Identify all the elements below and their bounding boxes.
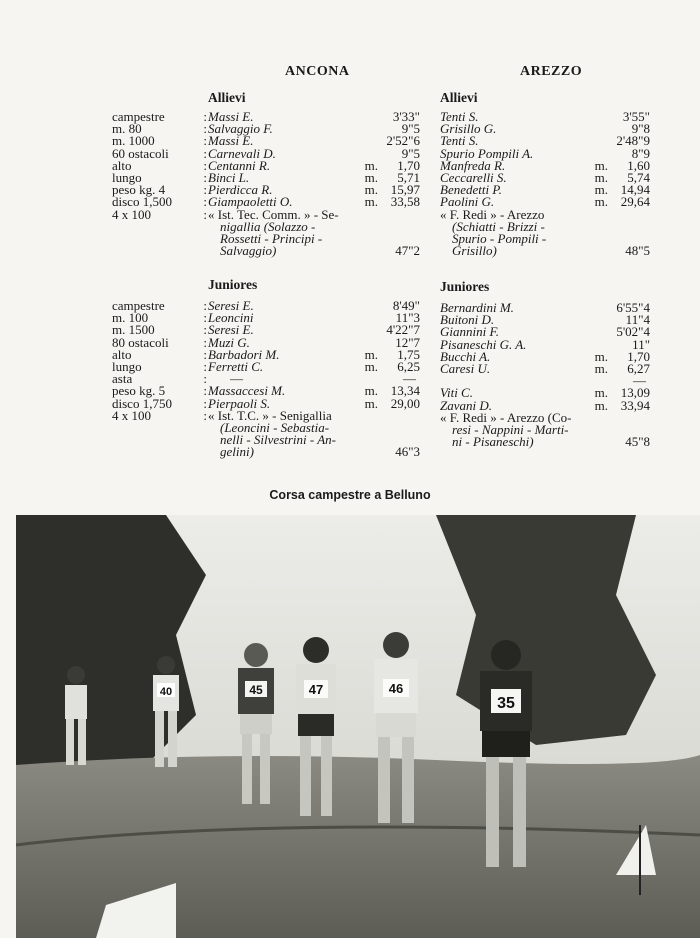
relay-team-text: « F. Redi » - Arezzo (Co- [440, 409, 572, 425]
event-name: disco 1,750 [112, 395, 172, 411]
event-colon: : [203, 383, 207, 399]
result-value: 11" [632, 336, 650, 352]
event-name: m. 1500 [112, 322, 155, 338]
result-value: 6'55"4 [616, 300, 650, 315]
athlete-name: Viti C. [440, 385, 473, 401]
event-colon: : [203, 298, 207, 313]
athlete-name: Paolini G. [440, 194, 495, 210]
bib-5: 35 [497, 695, 515, 712]
measure-prefix: m. [364, 383, 378, 399]
event-colon: : [203, 334, 207, 350]
result-value: 5'02"4 [616, 324, 650, 340]
event-name: campestre [112, 109, 165, 124]
event-colon: : [203, 358, 207, 374]
event-label [112, 407, 208, 423]
event-colon: : [203, 133, 207, 149]
athlete-name: Leoncini [208, 310, 254, 326]
athlete-name: Giannini F. [440, 324, 499, 340]
athlete-name: Pierpaoli S. [208, 395, 271, 411]
bib-2: 45 [249, 683, 263, 697]
result-value: 15,97 [390, 182, 420, 198]
arezzo-allievi-results [440, 111, 650, 257]
relay-result: 47"2 [395, 243, 420, 259]
athlete-name: Bernardini M. [440, 300, 514, 315]
athlete-name: Pisaneschi G. A. [440, 336, 527, 352]
athlete-name: Manfreda R. [440, 157, 506, 173]
event-name: lungo [112, 169, 142, 185]
athlete-name: Ceccarelli S. [440, 169, 507, 185]
event-name: peso kg. 4 [112, 182, 166, 198]
bib-3: 47 [308, 682, 324, 697]
result-value: 8"9 [631, 145, 650, 161]
measure-prefix: m. [594, 348, 608, 364]
measure-prefix: m. [364, 346, 378, 362]
result-value: — [403, 371, 416, 387]
measure-prefix: m. [364, 157, 378, 173]
athlete-name: Pierdicca R. [208, 182, 273, 198]
measure-prefix: m. [364, 169, 378, 185]
event-name: m. 1000 [112, 133, 155, 149]
measure-prefix: m. [594, 182, 608, 198]
measure-prefix: m. [364, 395, 378, 411]
event-label [112, 206, 208, 222]
race-photo [16, 515, 700, 938]
result-value: 1,70 [397, 157, 420, 173]
ancona-heading: ANCONA [285, 64, 350, 79]
measure-prefix: m. [594, 360, 608, 376]
event-name: m. 100 [112, 310, 149, 326]
athlete-name: Grisillo G. [440, 121, 497, 137]
event-colon: : [203, 310, 207, 326]
event-name: alto [112, 157, 132, 173]
result-value: 6,25 [397, 358, 420, 374]
athlete-name: Ferretti C. [208, 358, 264, 374]
bib-4: 46 [388, 681, 404, 696]
measure-prefix: m. [594, 157, 608, 173]
photo-caption: Corsa campestre a Belluno [269, 488, 431, 502]
athlete-name: Tenti S. [440, 109, 479, 124]
measure-prefix: m. [364, 194, 378, 210]
relay-team-text: Salvaggio) [220, 243, 277, 259]
result-value: 12"7 [395, 334, 420, 350]
relay-team-text: resi - Nappini - Marti- [452, 421, 569, 437]
event-colon: : [203, 194, 207, 210]
ancona-allievi-results [208, 111, 420, 257]
result-value: 9"8 [631, 121, 650, 137]
result-value: 29,00 [390, 395, 420, 411]
relay-team-text: nelli - Silvestrini - An- [220, 432, 337, 448]
measure-prefix: m. [594, 385, 608, 401]
athlete-name: Benedetti P. [440, 182, 502, 198]
event-name: 60 ostacoli [112, 145, 169, 161]
result-value: 5,71 [397, 169, 420, 185]
measure-prefix: m. [364, 182, 378, 198]
allievi-event-labels [112, 111, 208, 221]
result-value: 14,94 [620, 182, 650, 198]
result-value: 13,09 [620, 385, 650, 401]
relay-team-text: « Ist. Tec. Comm. » - Se- [208, 206, 339, 222]
event-colon: : [203, 109, 207, 124]
relay-line [208, 446, 420, 458]
result-value: 1,75 [397, 346, 420, 362]
ancona-allievi-heading: Allievi [208, 90, 246, 105]
measure-prefix: m. [594, 194, 608, 210]
result-value: 9"5 [401, 145, 420, 161]
result-value: — [633, 373, 646, 389]
result-value: 1,70 [627, 348, 650, 364]
result-value: 11"4 [625, 312, 650, 328]
arezzo-allievi-heading: Allievi [440, 90, 478, 105]
athlete-name: Centanni R. [208, 157, 271, 173]
result-row [440, 360, 650, 376]
result-value: 8'49" [392, 298, 420, 313]
event-colon: : [203, 371, 207, 387]
measure-prefix: m. [594, 397, 608, 413]
event-name: asta [112, 371, 133, 387]
relay-team-text: Grisillo) [452, 243, 497, 259]
athlete-name: Spurio Pompili A. [440, 145, 534, 161]
event-name: alto [112, 346, 132, 362]
result-value: 29,64 [620, 194, 650, 210]
result-value: 13,34 [390, 383, 420, 399]
relay-result: 46"3 [395, 444, 420, 460]
relay-team-text: « Ist. T.C. » - Senigallia [208, 407, 332, 423]
result-value: 33,58 [390, 194, 420, 210]
athlete-name: Massi E. [208, 133, 254, 149]
result-value: 11"3 [395, 310, 420, 326]
event-colon: : [203, 121, 207, 137]
relay-team-text: Rossetti - Principi - [220, 230, 323, 246]
result-value: 5,74 [627, 169, 650, 185]
event-colon: : [203, 206, 207, 222]
result-value: 9"5 [401, 121, 420, 137]
athlete-name: Seresi E. [208, 322, 254, 338]
athlete-name: Bucchi A. [440, 348, 491, 364]
race-photo-illustration [16, 515, 700, 938]
result-value: 2'48"9 [616, 133, 650, 149]
relay-team-text: gelini) [220, 444, 254, 460]
athlete-name: Caresi U. [440, 360, 491, 376]
event-colon: : [203, 145, 207, 161]
relay-line [208, 245, 420, 257]
result-value: 3'55" [622, 109, 650, 124]
relay-team-text: (Leoncini - Sebastia- [220, 419, 330, 435]
athlete-name: Binci L. [208, 169, 250, 185]
relay-line [440, 436, 650, 448]
juniores-event-labels [112, 300, 208, 422]
event-colon: : [203, 322, 207, 338]
athlete-name: Muzi G. [208, 334, 250, 350]
athlete-name: Salvaggio F. [208, 121, 273, 137]
event-colon: : [203, 182, 207, 198]
event-name: campestre [112, 298, 165, 313]
athlete-name: Buitoni D. [440, 312, 495, 328]
event-name: 80 ostacoli [112, 334, 169, 350]
result-value: 1,60 [627, 157, 650, 173]
athlete-name: Massi E. [208, 109, 254, 124]
athlete-name: Massaccesi M. [208, 383, 286, 399]
event-name: m. 80 [112, 121, 142, 137]
relay-team-text: ni - Pisaneschi) [452, 434, 534, 450]
relay-line [440, 245, 650, 257]
event-name: peso kg. 5 [112, 383, 166, 399]
ancona-juniores-results [208, 300, 420, 458]
relay-team-text: « F. Redi » - Arezzo [440, 206, 545, 222]
event-colon: : [203, 169, 207, 185]
athlete-name: Seresi E. [208, 298, 254, 313]
event-colon: : [203, 395, 207, 411]
bib-1: 40 [159, 686, 173, 698]
relay-team-text: nigallia (Solazzo - [220, 218, 316, 234]
athlete-name: Carnevali D. [208, 145, 276, 161]
arezzo-juniores-heading: Juniores [440, 279, 490, 294]
event-colon: : [203, 346, 207, 362]
event-colon: : [203, 157, 207, 173]
athlete-name: — [230, 371, 243, 387]
relay-team-text: Spurio - Pompili - [452, 230, 547, 246]
event-name: 4 x 100 [112, 407, 151, 423]
athlete-name: Barbadori M. [208, 346, 280, 362]
measure-prefix: m. [594, 169, 608, 185]
event-name: disco 1,500 [112, 194, 172, 210]
event-colon: : [203, 407, 207, 423]
relay-result: 45"8 [625, 434, 650, 450]
athlete-name: Giampaoletti O. [208, 194, 293, 210]
relay-team-text: (Schiatti - Brizzi - [452, 218, 545, 234]
arezzo-juniores-results [440, 302, 650, 448]
measure-prefix: m. [364, 358, 378, 374]
result-value: 6,27 [627, 360, 650, 376]
result-value: 33,94 [620, 397, 650, 413]
event-name: 4 x 100 [112, 206, 151, 222]
result-value: 4'22"7 [386, 322, 420, 338]
ancona-juniores-heading: Juniores [208, 277, 258, 292]
result-value: 3'33" [392, 109, 420, 124]
relay-result: 48"5 [625, 243, 650, 259]
athlete-name: Zavani D. [440, 397, 492, 413]
result-value: 2'52"6 [386, 133, 420, 149]
arezzo-heading: AREZZO [520, 64, 583, 79]
event-name: lungo [112, 358, 142, 374]
athlete-name: Tenti S. [440, 133, 479, 149]
